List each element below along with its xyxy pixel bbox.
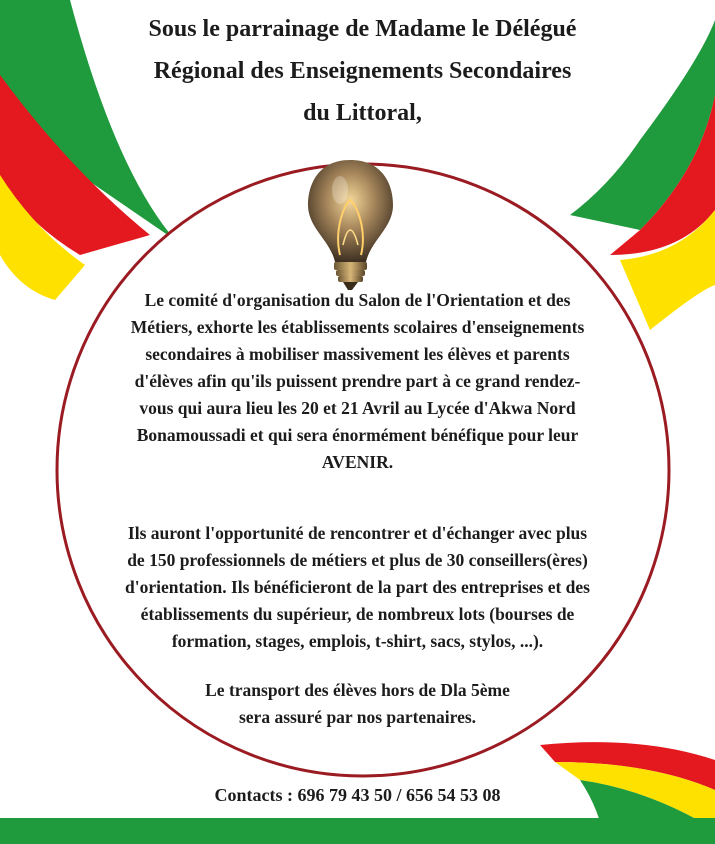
paragraph-line: de 150 professionnels de métiers et plus de 30 conseillers(ères) bbox=[127, 550, 588, 570]
sponsorship-header bbox=[40, 8, 685, 134]
paragraph-line: établissements du supérieur, de nombreux lots (bourses de bbox=[140, 604, 575, 624]
bottom-green-strip bbox=[0, 818, 715, 844]
paragraph-line: d'orientation. Ils bénéficieront de la part des entreprises et des bbox=[124, 577, 590, 597]
paragraph-line: formation, stages, emplois, t-shirt, sacs, stylos, ...). bbox=[171, 631, 544, 651]
transport-paragraph bbox=[0, 677, 715, 731]
header-line-2: Régional des Enseignements Secondaires bbox=[153, 58, 572, 84]
paragraph-line: Le transport des élèves hors de Dla 5ème bbox=[205, 680, 510, 700]
paragraph-line: Bonamoussadi et qui sera énormément bénéfique pour leur bbox=[136, 425, 579, 445]
paragraph-line: sera assuré par nos partenaires. bbox=[238, 707, 477, 727]
paragraph-line: d'élèves afin qu'ils puissent prendre part à ce grand rendez- bbox=[134, 371, 581, 391]
contacts-line: Contacts : 696 79 43 50 / 656 54 53 08 bbox=[214, 785, 501, 805]
paragraph-line: Ils auront l'opportunité de rencontrer et d'échanger avec plus bbox=[127, 523, 588, 543]
header-line-1: Sous le parrainage de Madame le Délégué bbox=[148, 16, 577, 42]
paragraph-line: Métiers, exhorte les établissements scolaires d'enseignements bbox=[130, 317, 585, 337]
paragraph-line: vous qui aura lieu les 20 et 21 Avril au Lycée d'Akwa Nord bbox=[139, 398, 576, 418]
paragraph-line: AVENIR. bbox=[321, 452, 394, 472]
header-line-3: du Littoral, bbox=[303, 100, 422, 126]
opportunity-paragraph bbox=[0, 520, 715, 655]
paragraph-line: secondaires à mobiliser massivement les élèves et parents bbox=[145, 344, 570, 364]
announcement-paragraph bbox=[0, 287, 715, 476]
paragraph-line: Le comité d'organisation du Salon de l'Orientation et des bbox=[144, 290, 571, 310]
